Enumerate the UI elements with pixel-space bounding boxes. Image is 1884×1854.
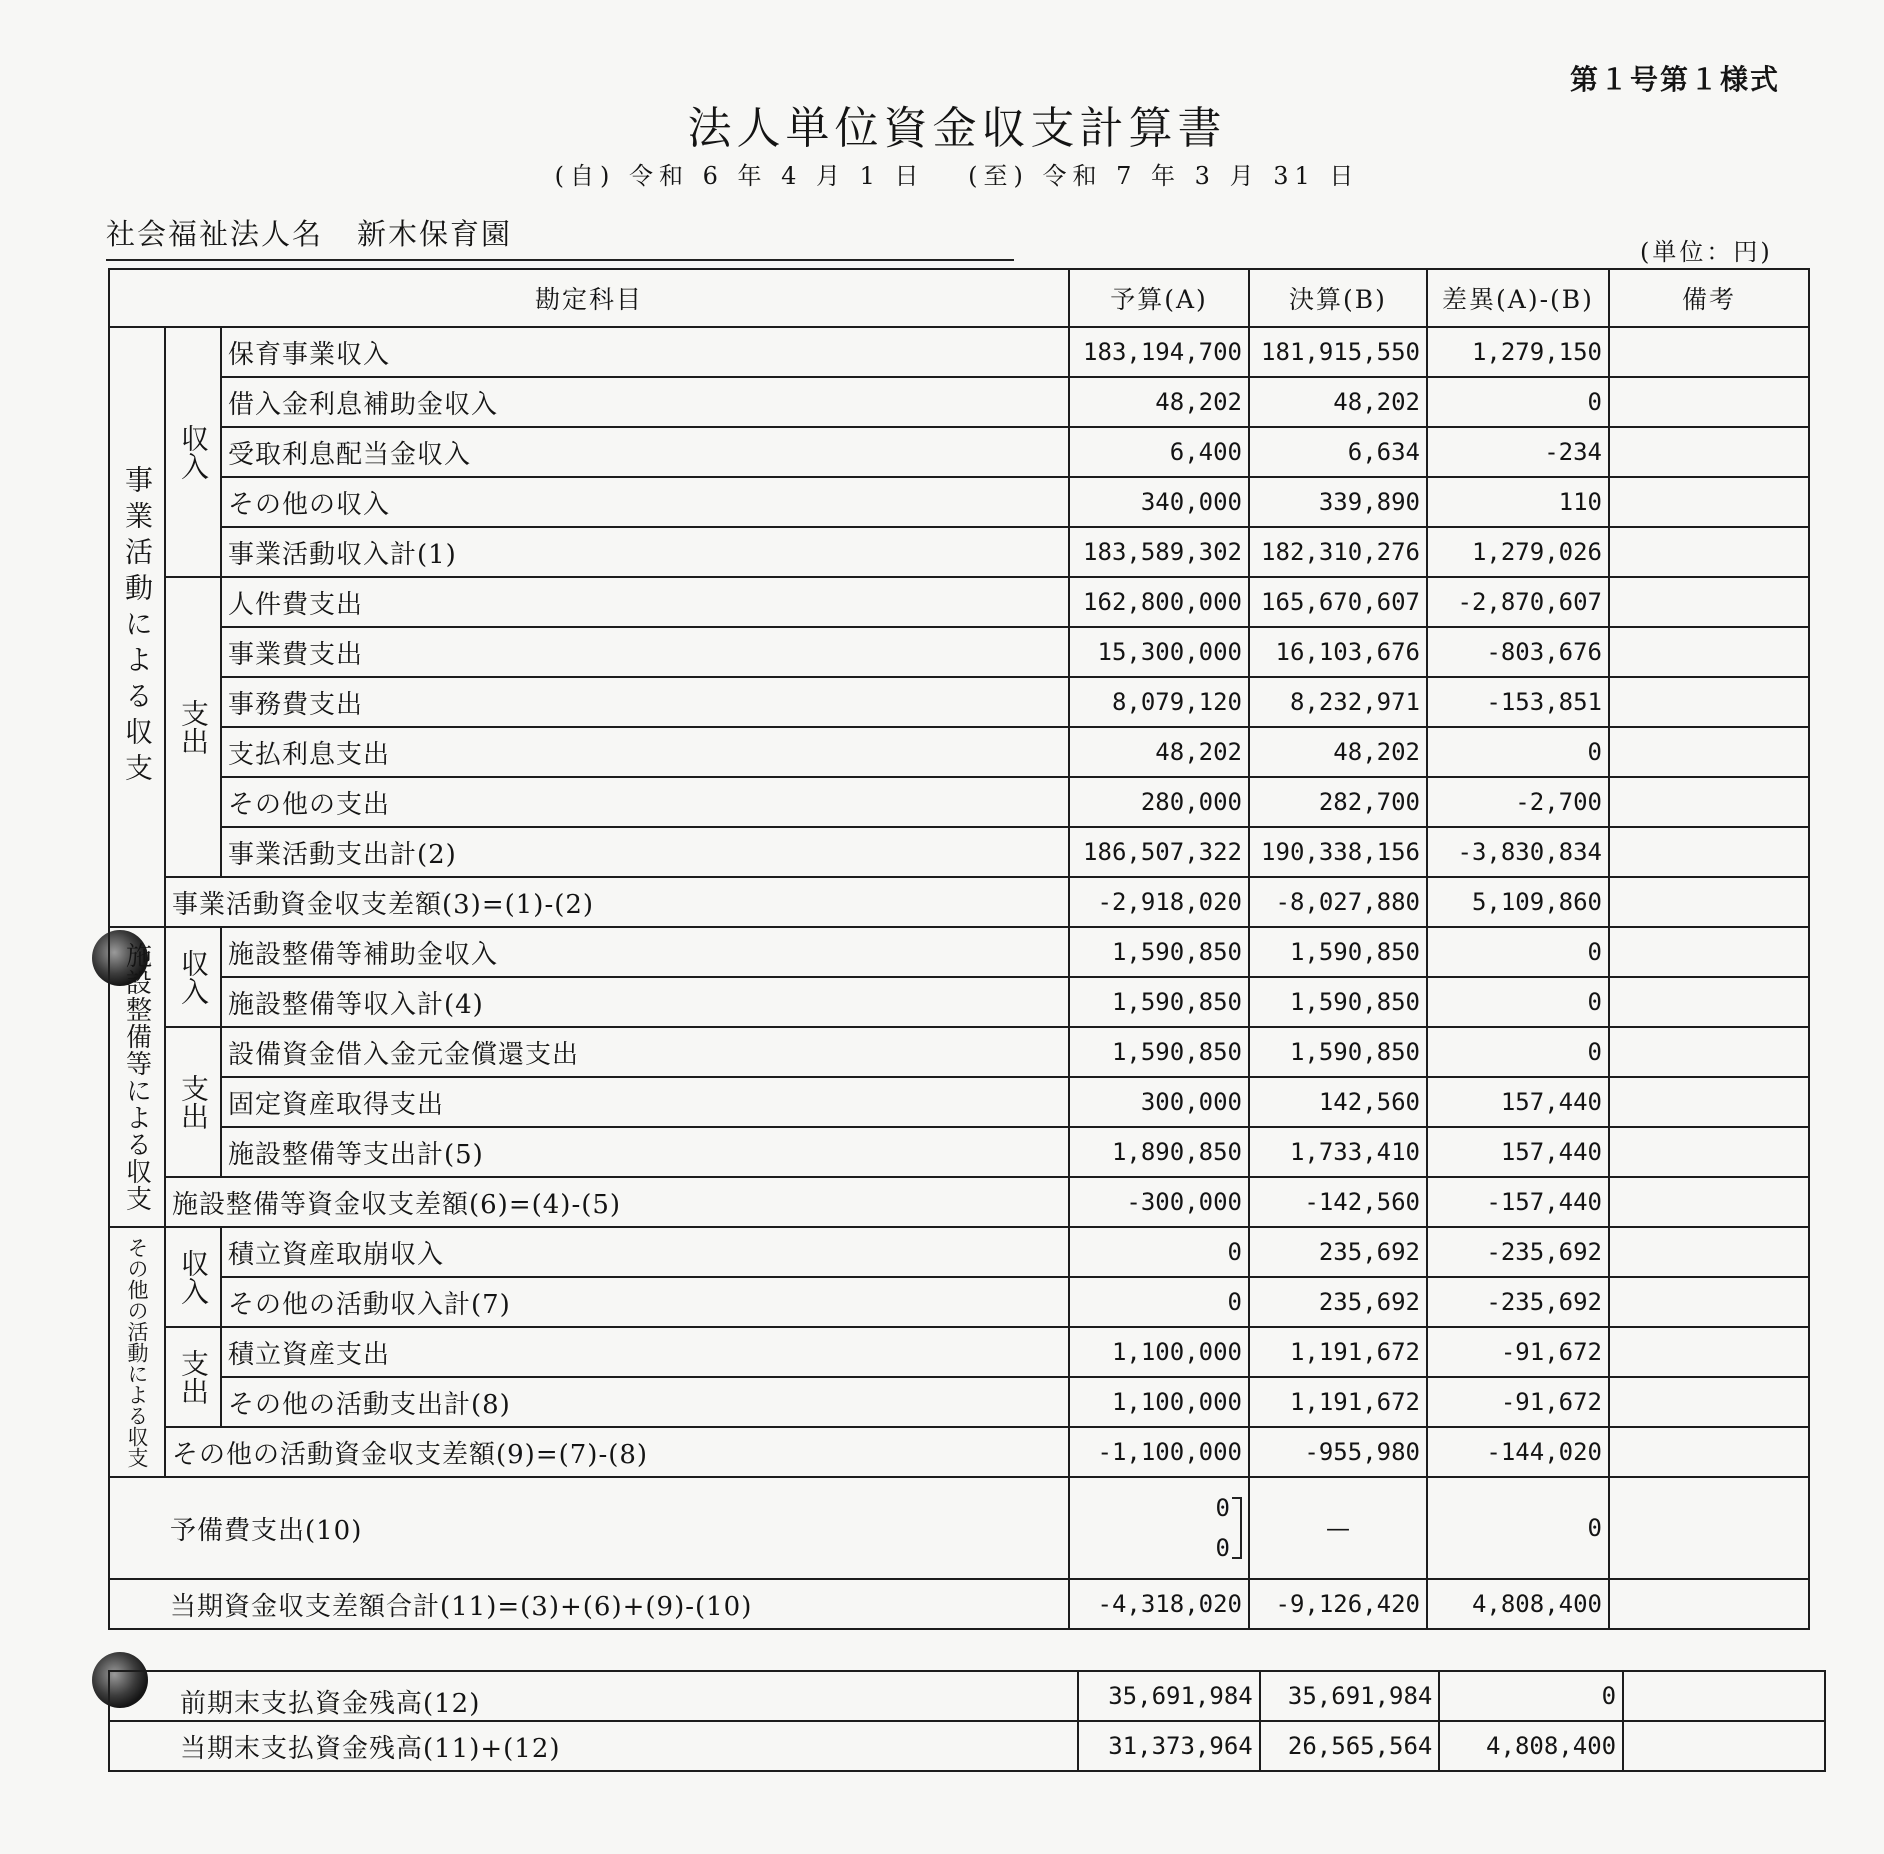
row-label: 保育事業収入	[221, 327, 1069, 377]
actual-cell: 48,202	[1249, 727, 1427, 777]
budget-cell: 35,691,984	[1078, 1671, 1260, 1721]
corporation-label: 社会福祉法人名	[106, 217, 324, 251]
corporation-line	[106, 212, 1014, 261]
row-label: 人件費支出	[221, 577, 1069, 627]
column-header-budget: 予算(A)	[1069, 269, 1249, 327]
document-title: 法人単位資金収支計算書	[687, 103, 1227, 154]
diff-cell: 4,808,400	[1427, 1579, 1609, 1629]
balance-row	[109, 877, 1809, 927]
form-number: 第１号第１様式	[1570, 63, 1781, 96]
table-row	[109, 1077, 1809, 1127]
actual-cell: 35,691,984	[1260, 1671, 1440, 1721]
fiscal-period: (自) 令和 6 年 4 月 1 日 (至) 令和 7 年 3 月 31 日	[554, 162, 1360, 190]
note-cell	[1609, 577, 1809, 627]
budget-cell: 340,000	[1069, 477, 1249, 527]
budget-cell: 162,800,000	[1069, 577, 1249, 627]
budget-cell: 1,100,000	[1069, 1327, 1249, 1377]
budget-cell: 1,100,000	[1069, 1377, 1249, 1427]
row-label: 事業活動支出計(2)	[221, 827, 1069, 877]
note-cell	[1609, 1377, 1809, 1427]
note-cell	[1609, 1077, 1809, 1127]
group-label-operating: 事業活動による収支	[109, 327, 165, 927]
note-cell	[1609, 427, 1809, 477]
actual-cell: 1,191,672	[1249, 1377, 1427, 1427]
budget-cell: 8,079,120	[1069, 677, 1249, 727]
actual-cell: 1,590,850	[1249, 1027, 1427, 1077]
budget-cell: 1,590,850	[1069, 977, 1249, 1027]
row-label: 積立資産取崩収入	[221, 1227, 1069, 1277]
note-cell	[1609, 1477, 1809, 1579]
note-cell	[1609, 1177, 1809, 1227]
actual-cell: 181,915,550	[1249, 327, 1427, 377]
diff-cell: 0	[1427, 1477, 1609, 1579]
actual-cell: 1,191,672	[1249, 1327, 1427, 1377]
budget-cell: -2,918,020	[1069, 877, 1249, 927]
column-header-actual: 決算(B)	[1249, 269, 1427, 327]
subgroup-label-expense: 支出	[165, 577, 221, 877]
budget-cell: 183,589,302	[1069, 527, 1249, 577]
budget-cell: 186,507,322	[1069, 827, 1249, 877]
actual-cell: -9,126,420	[1249, 1579, 1427, 1629]
diff-cell: 0	[1427, 977, 1609, 1027]
balance-row	[109, 1427, 1809, 1477]
budget-cell: 48,202	[1069, 377, 1249, 427]
row-label: 固定資産取得支出	[221, 1077, 1069, 1127]
actual-cell: 190,338,156	[1249, 827, 1427, 877]
diff-cell: -803,676	[1427, 627, 1609, 677]
reserve-budget-bottom: 0	[1215, 1534, 1230, 1562]
table-row	[109, 327, 1809, 377]
note-cell	[1609, 1579, 1809, 1629]
actual-cell: 235,692	[1249, 1227, 1427, 1277]
bracket-mark	[1232, 1497, 1242, 1559]
row-label: 事業活動資金収支差額(3)=(1)-(2)	[165, 877, 1069, 927]
row-label: 事業活動収入計(1)	[221, 527, 1069, 577]
reserve-budget-top: 0	[1215, 1494, 1230, 1522]
budget-cell: 48,202	[1069, 727, 1249, 777]
table-row	[109, 1227, 1809, 1277]
subtotal-row	[109, 527, 1809, 577]
budget-cell: -1,100,000	[1069, 1427, 1249, 1477]
note-cell	[1609, 1427, 1809, 1477]
row-label: 前期末支払資金残高(12)	[109, 1671, 1078, 1721]
row-label: 施設整備等支出計(5)	[221, 1127, 1069, 1177]
note-cell	[1609, 1277, 1809, 1327]
actual-cell: —	[1249, 1477, 1427, 1579]
diff-cell: 1,279,150	[1427, 327, 1609, 377]
subtotal-row	[109, 1377, 1809, 1427]
diff-cell: -3,830,834	[1427, 827, 1609, 877]
row-label: その他の収入	[221, 477, 1069, 527]
diff-cell: -91,672	[1427, 1327, 1609, 1377]
row-label: 借入金利息補助金収入	[221, 377, 1069, 427]
column-header-item: 勘定科目	[109, 269, 1069, 327]
row-label: 当期資金収支差額合計(11)=(3)+(6)+(9)-(10)	[109, 1579, 1069, 1629]
note-cell	[1609, 377, 1809, 427]
subgroup-label-income: 収入	[165, 927, 221, 1027]
table-row	[109, 377, 1809, 427]
row-label: 積立資産支出	[221, 1327, 1069, 1377]
row-label: 受取利息配当金収入	[221, 427, 1069, 477]
group-label-facility: 施設整備等による収支	[109, 927, 165, 1227]
table-row	[109, 677, 1809, 727]
budget-cell: 0	[1069, 1277, 1249, 1327]
actual-cell: 1,590,850	[1249, 927, 1427, 977]
table-row	[109, 1027, 1809, 1077]
budget-cell: 31,373,964	[1078, 1721, 1260, 1771]
subtotal-row	[109, 827, 1809, 877]
actual-cell: 6,634	[1249, 427, 1427, 477]
actual-cell: 48,202	[1249, 377, 1427, 427]
diff-cell: -234	[1427, 427, 1609, 477]
note-cell	[1609, 1027, 1809, 1077]
diff-cell: -2,700	[1427, 777, 1609, 827]
note-cell	[1609, 727, 1809, 777]
table-row	[109, 627, 1809, 677]
note-cell	[1609, 1127, 1809, 1177]
corporation-name: 新木保育園	[357, 217, 513, 251]
budget-cell: 280,000	[1069, 777, 1249, 827]
actual-cell: 8,232,971	[1249, 677, 1427, 727]
table-row	[109, 427, 1809, 477]
row-label: 支払利息支出	[221, 727, 1069, 777]
diff-cell: 0	[1439, 1671, 1623, 1721]
actual-cell: 1,590,850	[1249, 977, 1427, 1027]
diff-cell: -91,672	[1427, 1377, 1609, 1427]
diff-cell: 0	[1427, 927, 1609, 977]
note-cell	[1609, 777, 1809, 827]
budget-cell: 300,000	[1069, 1077, 1249, 1127]
budget-cell: 1,590,850	[1069, 1027, 1249, 1077]
actual-cell: -142,560	[1249, 1177, 1427, 1227]
reserve-row	[109, 1477, 1809, 1579]
row-label: 予備費支出(10)	[109, 1477, 1069, 1579]
budget-cell: 183,194,700	[1069, 327, 1249, 377]
table-row	[109, 1721, 1825, 1771]
diff-cell: -144,020	[1427, 1427, 1609, 1477]
table-row	[109, 1671, 1825, 1721]
diff-cell: 157,440	[1427, 1077, 1609, 1127]
diff-cell: -153,851	[1427, 677, 1609, 727]
actual-cell: 235,692	[1249, 1277, 1427, 1327]
actual-cell: 339,890	[1249, 477, 1427, 527]
row-label: その他の活動資金収支差額(9)=(7)-(8)	[165, 1427, 1069, 1477]
actual-cell: 142,560	[1249, 1077, 1427, 1127]
note-cell	[1609, 1327, 1809, 1377]
diff-cell: -235,692	[1427, 1277, 1609, 1327]
table-header-row	[109, 269, 1809, 327]
actual-cell: 165,670,607	[1249, 577, 1427, 627]
note-cell	[1609, 327, 1809, 377]
diff-cell: 1,279,026	[1427, 527, 1609, 577]
diff-cell: 5,109,860	[1427, 877, 1609, 927]
diff-cell: 110	[1427, 477, 1609, 527]
budget-cell: 1,590,850	[1069, 927, 1249, 977]
diff-cell: 157,440	[1427, 1127, 1609, 1177]
table-row	[109, 927, 1809, 977]
row-label: 事務費支出	[221, 677, 1069, 727]
actual-cell: 26,565,564	[1260, 1721, 1440, 1771]
note-cell	[1609, 827, 1809, 877]
table-row	[109, 777, 1809, 827]
diff-cell: 0	[1427, 377, 1609, 427]
row-label: 設備資金借入金元金償還支出	[221, 1027, 1069, 1077]
budget-cell: -300,000	[1069, 1177, 1249, 1227]
table-row	[109, 577, 1809, 627]
subtotal-row	[109, 1127, 1809, 1177]
actual-cell: -955,980	[1249, 1427, 1427, 1477]
diff-cell: -2,870,607	[1427, 577, 1609, 627]
budget-cell: 6,400	[1069, 427, 1249, 477]
cash-flow-table	[108, 268, 1810, 1630]
budget-cell: 0	[1069, 1227, 1249, 1277]
subgroup-label-expense: 支出	[165, 1027, 221, 1177]
table-row	[109, 1327, 1809, 1377]
budget-cell	[1069, 1477, 1249, 1579]
budget-cell: 1,890,850	[1069, 1127, 1249, 1177]
row-label: 施設整備等収入計(4)	[221, 977, 1069, 1027]
note-cell	[1609, 527, 1809, 577]
table-row	[109, 727, 1809, 777]
subtotal-row	[109, 1277, 1809, 1327]
subgroup-label-expense: 支出	[165, 1327, 221, 1427]
balance-row	[109, 1177, 1809, 1227]
actual-cell: 182,310,276	[1249, 527, 1427, 577]
note-cell	[1609, 977, 1809, 1027]
row-label: その他の支出	[221, 777, 1069, 827]
total-row	[109, 1579, 1809, 1629]
actual-cell: 1,733,410	[1249, 1127, 1427, 1177]
note-cell	[1623, 1671, 1825, 1721]
fund-balance-table	[108, 1670, 1826, 1772]
note-cell	[1609, 877, 1809, 927]
actual-cell: 16,103,676	[1249, 627, 1427, 677]
diff-cell: -235,692	[1427, 1227, 1609, 1277]
note-cell	[1609, 1227, 1809, 1277]
row-label: 施設整備等補助金収入	[221, 927, 1069, 977]
actual-cell: -8,027,880	[1249, 877, 1427, 927]
budget-cell: 15,300,000	[1069, 627, 1249, 677]
row-label: 事業費支出	[221, 627, 1069, 677]
unit-label: (単位：円)	[1640, 238, 1773, 266]
column-header-note: 備考	[1609, 269, 1809, 327]
subgroup-label-income: 収入	[165, 327, 221, 577]
note-cell	[1609, 477, 1809, 527]
table-row	[109, 477, 1809, 527]
subtotal-row	[109, 977, 1809, 1027]
note-cell	[1609, 927, 1809, 977]
subgroup-label-income: 収入	[165, 1227, 221, 1327]
group-label-other: その他の活動による収支	[109, 1227, 165, 1477]
diff-cell: 0	[1427, 727, 1609, 777]
budget-cell: -4,318,020	[1069, 1579, 1249, 1629]
note-cell	[1609, 677, 1809, 727]
row-label: その他の活動収入計(7)	[221, 1277, 1069, 1327]
diff-cell: -157,440	[1427, 1177, 1609, 1227]
actual-cell: 282,700	[1249, 777, 1427, 827]
column-header-diff: 差異(A)-(B)	[1427, 269, 1609, 327]
note-cell	[1623, 1721, 1825, 1771]
row-label: 施設整備等資金収支差額(6)=(4)-(5)	[165, 1177, 1069, 1227]
row-label: その他の活動支出計(8)	[221, 1377, 1069, 1427]
diff-cell: 4,808,400	[1439, 1721, 1623, 1771]
note-cell	[1609, 627, 1809, 677]
row-label: 当期末支払資金残高(11)+(12)	[109, 1721, 1078, 1771]
diff-cell: 0	[1427, 1027, 1609, 1077]
